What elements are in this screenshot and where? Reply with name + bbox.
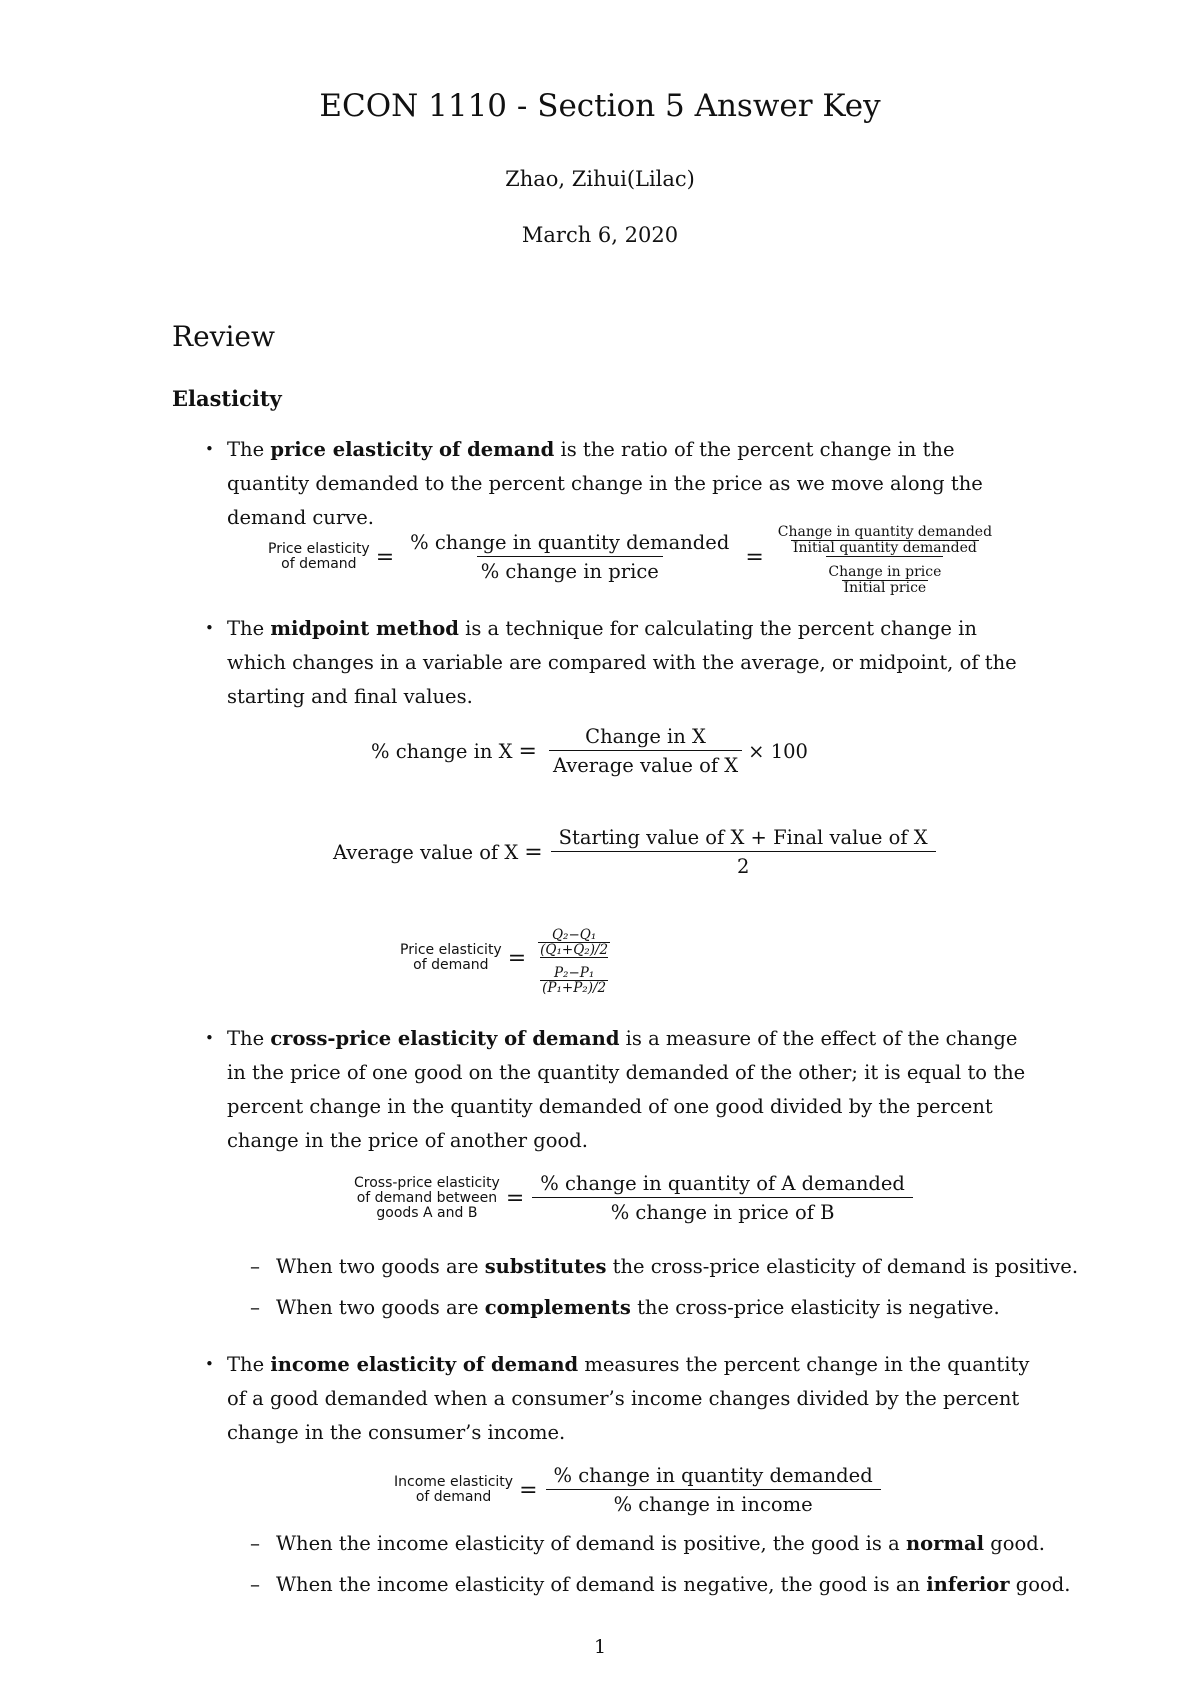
term-price-elasticity: price elasticity of demand xyxy=(270,438,555,461)
term-income-elasticity: income elasticity of demand xyxy=(270,1353,579,1376)
page-number: 1 xyxy=(593,1636,607,1658)
sub-item-normal-good: When the income elasticity of demand is positive, the good is a normal good. xyxy=(276,1532,1045,1555)
sub-item-substitutes: When two goods are substitutes the cross-price elasticity of demand is positive. xyxy=(276,1255,1079,1278)
subsection-heading: Elasticity xyxy=(172,386,282,411)
formula-label: Cross-price elasticity of demand between goods A and B xyxy=(354,1174,500,1221)
fraction: $\frac{\text{Change in X}}{\text{Average value of X}}$ xyxy=(549,725,742,777)
fraction: $\frac{\text{\% change in quantity of A demanded}}{\text{\% change in price of B}}$ xyxy=(536,1172,909,1224)
paragraph-midpoint-method: The midpoint method is a technique for calculating the percent change in which changes in a variable are compared with the average, or midpoint, of the starting and final values. xyxy=(227,617,1017,708)
formula-price-elasticity: Price elasticity of demand = $\frac{\text{\% change in quantity demanded}}{\text{\% change in price}}$ = $\frac{\text{Change in quantity demanded}}{\text{Initial quantity demanded}}$ $\frac{\text{Change in price}}{\text{Initial price}}$ xyxy=(268,518,1000,596)
compound-fraction: $\frac{\frac{\text{Q₂−Q₁}}{\text{(Q₁+Q₂)/2}}}{\frac{\text{P₂−P₁}}{\text{(P₁+P₂)/2}}}$ xyxy=(540,927,609,996)
formula-label: Income elasticity of demand xyxy=(394,1474,514,1505)
fraction: $\frac{\text{\% change in quantity demanded}}{\text{\% change in income}}$ xyxy=(550,1464,877,1516)
paragraph-income-elasticity: The income elasticity of demand measures the percent change in the quantity of a good demanded when a consumer’s income changes divided by the percent change in the consumer’s income. xyxy=(227,1353,1030,1444)
formula-cross-price-elasticity: Cross-price elasticity of demand between goods A and B = $\frac{\text{\% change in quantity of A demanded}}{\text{\% change in price of B}}$ xyxy=(354,1172,915,1224)
bullet-icon: • xyxy=(205,1355,214,1373)
term-midpoint-method: midpoint method xyxy=(270,617,459,640)
fraction: $\frac{\text{Starting value of X + Final value of X}}{2}$ xyxy=(555,826,932,878)
formula-label: Price elasticity of demand xyxy=(400,942,502,973)
dash-icon: – xyxy=(250,1531,260,1555)
paragraph-cross-price-elasticity: The cross-price elasticity of demand is a measure of the effect of the change in the price of one good on the quantity demanded of the other; it is equal to the percent change in the quantity demanded of one good divided by the percent change in the price of another good. xyxy=(227,1027,1026,1152)
bullet-icon: • xyxy=(205,1029,214,1047)
formula-average-value: Average value of X = $\frac{\text{Starting value of X + Final value of X}}{2}$ xyxy=(333,826,938,878)
document-date: March 6, 2020 xyxy=(521,223,679,247)
formula-income-elasticity: Income elasticity of demand = $\frac{\text{\% change in quantity demanded}}{\text{\% change in income}}$ xyxy=(394,1464,883,1516)
formula-midpoint-elasticity: Price elasticity of demand = $\frac{\frac{\text{Q₂−Q₁}}{\text{(Q₁+Q₂)/2}}}{\frac{\text{P₂−P₁}}{\text{(P₁+P₂)/2}}}$ xyxy=(400,921,616,995)
formula-percent-change: % change in X = $\frac{\text{Change in X}}{\text{Average value of X}}$ × 100 xyxy=(371,725,808,777)
dash-icon: – xyxy=(250,1254,260,1278)
document-title: ECON 1110 - Section 5 Answer Key xyxy=(319,88,881,124)
dash-icon: – xyxy=(250,1295,260,1319)
sub-item-complements: When two goods are complements the cross-price elasticity is negative. xyxy=(276,1296,1000,1319)
bullet-icon: • xyxy=(205,440,214,458)
bullet-icon: • xyxy=(205,619,214,637)
formula-label: Price elasticity of demand xyxy=(268,541,370,572)
author-name: Zhao, Zihui(Lilac) xyxy=(505,167,695,191)
dash-icon: – xyxy=(250,1572,260,1596)
term-cross-price-elasticity: cross-price elasticity of demand xyxy=(270,1027,620,1050)
section-heading: Review xyxy=(172,320,275,353)
fraction: $\frac{\text{\% change in quantity demanded}}{\text{\% change in price}}$ xyxy=(410,531,730,583)
compound-fraction: $\frac{\text{Change in quantity demanded}}{\text{Initial quantity demanded}}$ $\frac{\text{Change in price}}{\text{Initial price}}$ xyxy=(777,524,993,596)
sub-item-inferior-good: When the income elasticity of demand is negative, the good is an inferior good. xyxy=(276,1573,1071,1596)
paragraph-price-elasticity: The price elasticity of demand is the ratio of the percent change in the quantity demanded to the percent change in the price as we move along the demand curve. xyxy=(227,438,983,529)
